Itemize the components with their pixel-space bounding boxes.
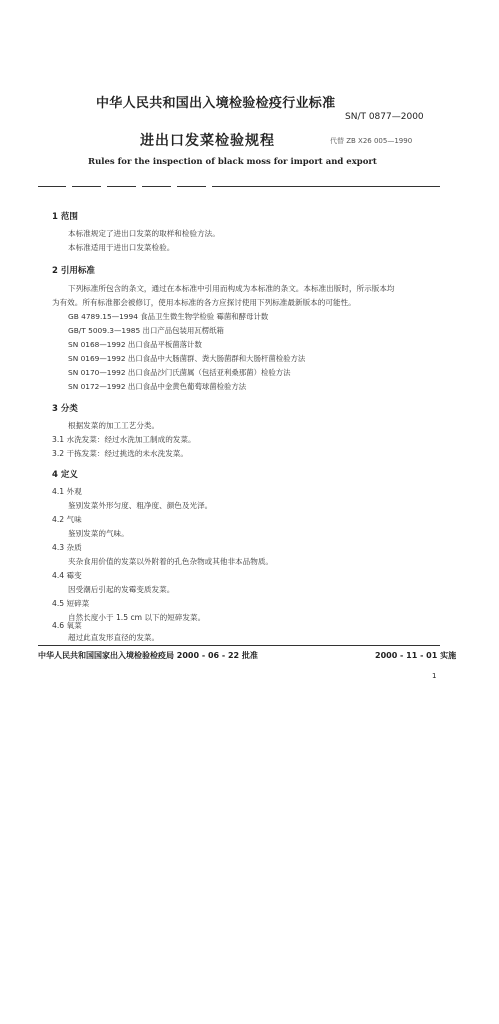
footer-divider <box>38 645 440 646</box>
section-1-line-2: 本标准适用于进出口发菜检验。 <box>68 243 175 252</box>
page-number: 1 <box>432 672 437 680</box>
section-2-line-2: 为有效。所有标准都会被修订，使用本标准的各方应探讨使用下列标准最新版本的可能性。 <box>52 298 356 307</box>
section-1-line-1: 本标准规定了进出口发菜的取样和检验方法。 <box>68 229 220 238</box>
industry-standard-title: 中华人民共和国出入境检验检疫行业标准 <box>96 96 336 111</box>
definition-heading: 4.1 外观 <box>52 487 82 496</box>
section-3-item: 3.1 水洗发菜：经过水洗加工制成的发菜。 <box>52 435 196 444</box>
reference-item: GB 4789.15—1994 食品卫生微生物学检验 霉菌和酵母计数 <box>68 312 269 321</box>
definition-text: 因受潮后引起的发霉变质发菜。 <box>68 585 175 594</box>
document-title-english: Rules for the inspection of black moss for import and export <box>88 157 377 167</box>
approval-date: 中华人民共和国国家出入境检验检疫局 2000 - 06 - 22 批准 <box>38 651 258 660</box>
standard-number: SN/T 0877—2000 <box>345 112 424 122</box>
definition-text: 鉴别发菜外形匀度、粗净度、颜色及光泽。 <box>68 501 213 510</box>
section-2-heading: 2 引用标准 <box>52 266 95 276</box>
section-3-heading: 3 分类 <box>52 404 78 414</box>
definition-heading: 4.5 短碎菜 <box>52 599 90 608</box>
definition-heading: 4.2 气味 <box>52 515 82 524</box>
section-1-heading: 1 范围 <box>52 212 78 222</box>
definition-heading: 4.3 杂质 <box>52 543 82 552</box>
header-divider <box>38 186 440 187</box>
section-3-item: 3.2 干拣发菜：经过挑选的未水洗发菜。 <box>52 449 188 458</box>
definition-text: 超过此直发形直径的发菜。 <box>68 633 160 642</box>
section-2-line-1: 下列标准所包含的条文，通过在本标准中引用而构成为本标准的条文。本标准出版时，所示版本均 <box>68 284 395 293</box>
reference-item: SN 0170—1992 出口食品沙门氏菌属（包括亚利桑那菌）检验方法 <box>68 368 291 377</box>
implementation-date: 2000 - 11 - 01 实施 <box>375 651 457 660</box>
definition-text: 鉴别发菜的气味。 <box>68 529 129 538</box>
definition-text: 自然长度小于 1.5 cm 以下的短碎发菜。 <box>68 613 206 622</box>
replaces-note: 代替 ZB X26 005—1990 <box>330 137 413 145</box>
section-3-intro: 根据发菜的加工工艺分类。 <box>68 421 160 430</box>
document-title: 进出口发菜检验规程 <box>140 133 275 149</box>
reference-item: SN 0168—1992 出口食品平板菌落计数 <box>68 340 202 349</box>
section-4-heading: 4 定义 <box>52 470 78 480</box>
reference-item: SN 0172—1992 出口食品中金黄色葡萄球菌检验方法 <box>68 382 247 391</box>
definition-heading: 4.4 霉变 <box>52 571 82 580</box>
definition-text: 夹杂食用价值的发菜以外附着的孔色杂物或其他非本品物质。 <box>68 557 274 566</box>
definition-heading: 4.6 氧菜 <box>52 621 82 630</box>
reference-item: SN 0169—1992 出口食品中大肠菌群、粪大肠菌群和大肠杆菌检验方法 <box>68 354 306 363</box>
reference-item: GB/T 5009.3—1985 出口产品包装用瓦楞纸箱 <box>68 326 224 335</box>
